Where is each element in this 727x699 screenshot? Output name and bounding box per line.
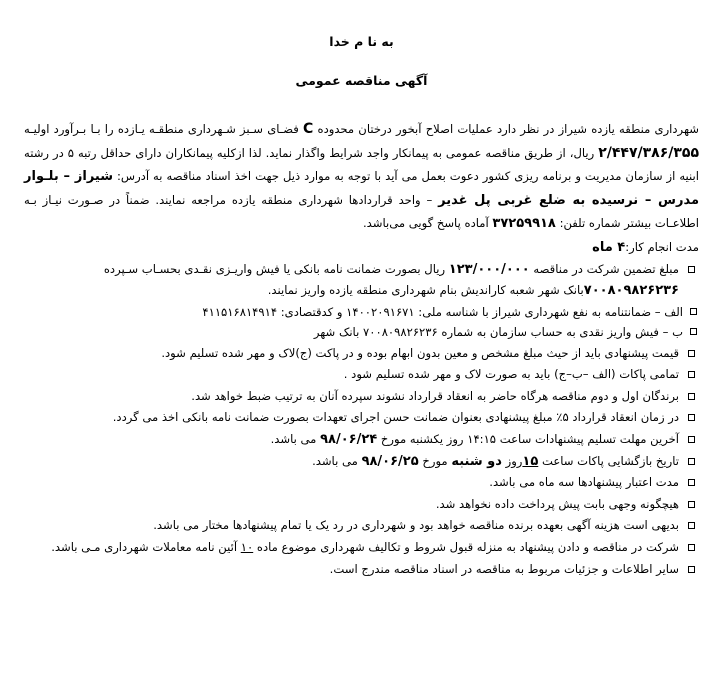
phone-number: ۳۷۲۵۹۹۱۸ xyxy=(492,216,556,231)
opening-text-3: مورخ xyxy=(422,453,448,468)
deadline-text-2: می باشد. xyxy=(270,432,317,447)
participation-article: ۱۰ xyxy=(240,540,254,555)
deadline-text-1: آخرین مهلت تسلیم پیشنهادات ساعت ۱۴:۱۵ روز یکشنبه مورخ xyxy=(380,432,679,447)
intro-text-4: – واحد قراردادها شهرداری منطقه یازده مراجعه نمایند. ضمناً در صـورت نیـاز بـه اطلاعـات بیشتر شماره تلفن: xyxy=(24,192,699,230)
intro-paragraph xyxy=(24,118,699,236)
winners-text: برندگان اول و دوم مناقصه هرگاه حاضر به انعقاد قرارداد نشوند سپرده آنان به ترتیب ضبط خواهد شد. xyxy=(191,388,679,403)
no-prepayment-text: هیچگونه وجهی بابت پیش پرداخت داده نخواهد شد. xyxy=(435,496,679,511)
intro-text-5: آماده پاسخ گویی می‌باشد. xyxy=(362,216,489,230)
opening-date: ۹۸/۰۶/۲۵ xyxy=(361,453,419,469)
bullet-square-icon xyxy=(690,328,697,335)
guarantee-amount: ۱۲۳/۰۰۰/۰۰۰ xyxy=(448,261,530,277)
list-item-packets xyxy=(24,364,699,386)
list-item-no-prepayment xyxy=(24,494,699,516)
list-item-validity xyxy=(24,472,699,494)
guarantee-text-1: مبلغ تضمین شرکت در مناقصه xyxy=(533,261,679,276)
intro-text-1: شهرداری منطقه یازده شیراز در نظر دارد عملیات اصلاح آبخور درختان محدوده xyxy=(317,122,700,136)
zone-letter: C xyxy=(303,121,314,137)
bullet-square-icon xyxy=(688,350,695,357)
list-item-price-offer xyxy=(24,343,699,365)
work-duration xyxy=(24,236,699,259)
contract-guarantee-text: در زمان انعقاد قرارداد ۵٪ مبلغ پیشنهادی بعنوان ضمانت حسن اجرای تعهدات بصورت ضمانت نامه بانکی اخذ می گردد. xyxy=(112,410,679,425)
bullet-square-icon xyxy=(688,566,695,573)
bullet-square-icon xyxy=(690,308,697,315)
ad-cost-text: بدیهی است هزینه آگهی بعهده برنده مناقصه خواهد بود و شهرداری در رد یک یا تمام پیشنهادها مختار می باشد. xyxy=(153,518,679,533)
list-item-guarantee xyxy=(24,259,699,302)
participation-text-1: شرکت در مناقصه و دادن پیشنهاد به منزله قبول شروط و تکالیف شهرداری موضوع ماده xyxy=(256,540,679,555)
price-offer-text: قیمت پیشنهادی باید از حیث مبلغ مشخص و معین بدون ابهام بوده و در پاکت (ج)لاک و مهر شده تسلیم شود. xyxy=(161,345,679,360)
list-item-contract-guarantee xyxy=(24,407,699,429)
basmala-heading: به نا م خدا xyxy=(329,34,394,49)
bullet-square-icon xyxy=(688,414,695,421)
validity-text: مدت اعتبار پیشنهادها سه ماه می باشد. xyxy=(489,475,679,490)
duration-value: ۴ ماه xyxy=(592,239,626,255)
bullet-square-icon xyxy=(688,266,695,273)
bullet-square-icon xyxy=(688,544,695,551)
bullet-square-icon xyxy=(688,501,695,508)
opening-day: دو شنبه xyxy=(451,453,502,469)
list-item-alef xyxy=(24,302,699,323)
intro-text-3: ریال، از طریق مناقصه عمومی به پیمانکار واجد شرایط واگذار نماید. لذا ازکلیه پیمانکاران دارای حداقل رتبه ۵ در رشته ابنیه از سازمان مدیریت و برنامه ریزی کشور دعوت بعمل می آید با توجه به موارد ذیل جهت اخذ اسناد مناقصه به آدرس: xyxy=(24,145,699,183)
notice-title: آگهی مناقصه عمومی xyxy=(295,73,428,88)
deadline-date: ۹۸/۰۶/۲۴ xyxy=(320,432,378,448)
be-text: ب – فیش واریز نقدی به حساب سازمان به شماره ۷۰۰۸۰۹۸۲۶۲۳۶ بانک شهر xyxy=(313,325,683,340)
bullet-square-icon xyxy=(688,371,695,378)
other-info-text: سایر اطلاعات و جزئیات مربوط به مناقصه در اسناد مناقصه مندرج است. xyxy=(329,561,679,576)
bullet-square-icon xyxy=(688,458,695,465)
guarantee-text-2: ریال بصورت ضمانت نامه بانکی یا فیش واریـزی نقـدی بحسـاب سـپرده xyxy=(103,261,446,276)
opening-text-1: تاریخ بازگشایی پاکات ساعت xyxy=(541,453,679,468)
list-item-opening xyxy=(24,451,699,473)
packets-text: تمامی پاکات (الف –ب–ج) باید به صورت لاک و مهر شده تسلیم شود . xyxy=(343,367,679,382)
list-item-winners xyxy=(24,386,699,408)
bullet-square-icon xyxy=(688,479,695,486)
bullet-square-icon xyxy=(688,393,695,400)
address-bold: شیراز – بلـوار مدرس – نرسیده به ضلع غربی پل غدیر xyxy=(24,169,700,208)
alef-text: الف – ضمانتنامه به نفع شهرداری شیراز با شناسه ملی: ۱۴۰۰۲۰۹۱۶۷۱ و کدقتصادی: ۴۱۱۵۱۶۸۱۴۹۱۴ xyxy=(202,304,683,319)
intro-text-2: فضـای سـبز شـهرداری منطقـه یـازده را بـا بـرآورد اولیـه xyxy=(24,122,299,136)
bullet-square-icon xyxy=(688,522,695,529)
list-item-other-info xyxy=(24,559,699,581)
bullet-square-icon xyxy=(688,436,695,443)
participation-text-2: آئین نامه معاملات شهرداری مـی باشد. xyxy=(51,540,238,555)
estimate-amount: ۲/۴۴۷/۳۸۶/۳۵۵ xyxy=(598,144,700,161)
opening-hour: ۱۵ xyxy=(522,453,539,469)
opening-text-2: روز xyxy=(505,453,523,468)
opening-text-4: می باشد. xyxy=(312,453,358,468)
list-item-participation xyxy=(24,537,699,559)
deposit-account-number: ۷۰۰۸۰۹۸۲۶۲۳۶ xyxy=(583,283,679,299)
duration-label: مدت انجام کار: xyxy=(625,239,699,254)
guarantee-text-3: بانک شهر شعبه کارانديش بنام شهرداری منطقه یازده واریز نمايند. xyxy=(267,283,584,298)
list-item-be xyxy=(24,322,699,343)
list-item-deadline xyxy=(24,429,699,451)
conditions-list xyxy=(24,259,699,581)
list-item-ad-cost xyxy=(24,515,699,537)
